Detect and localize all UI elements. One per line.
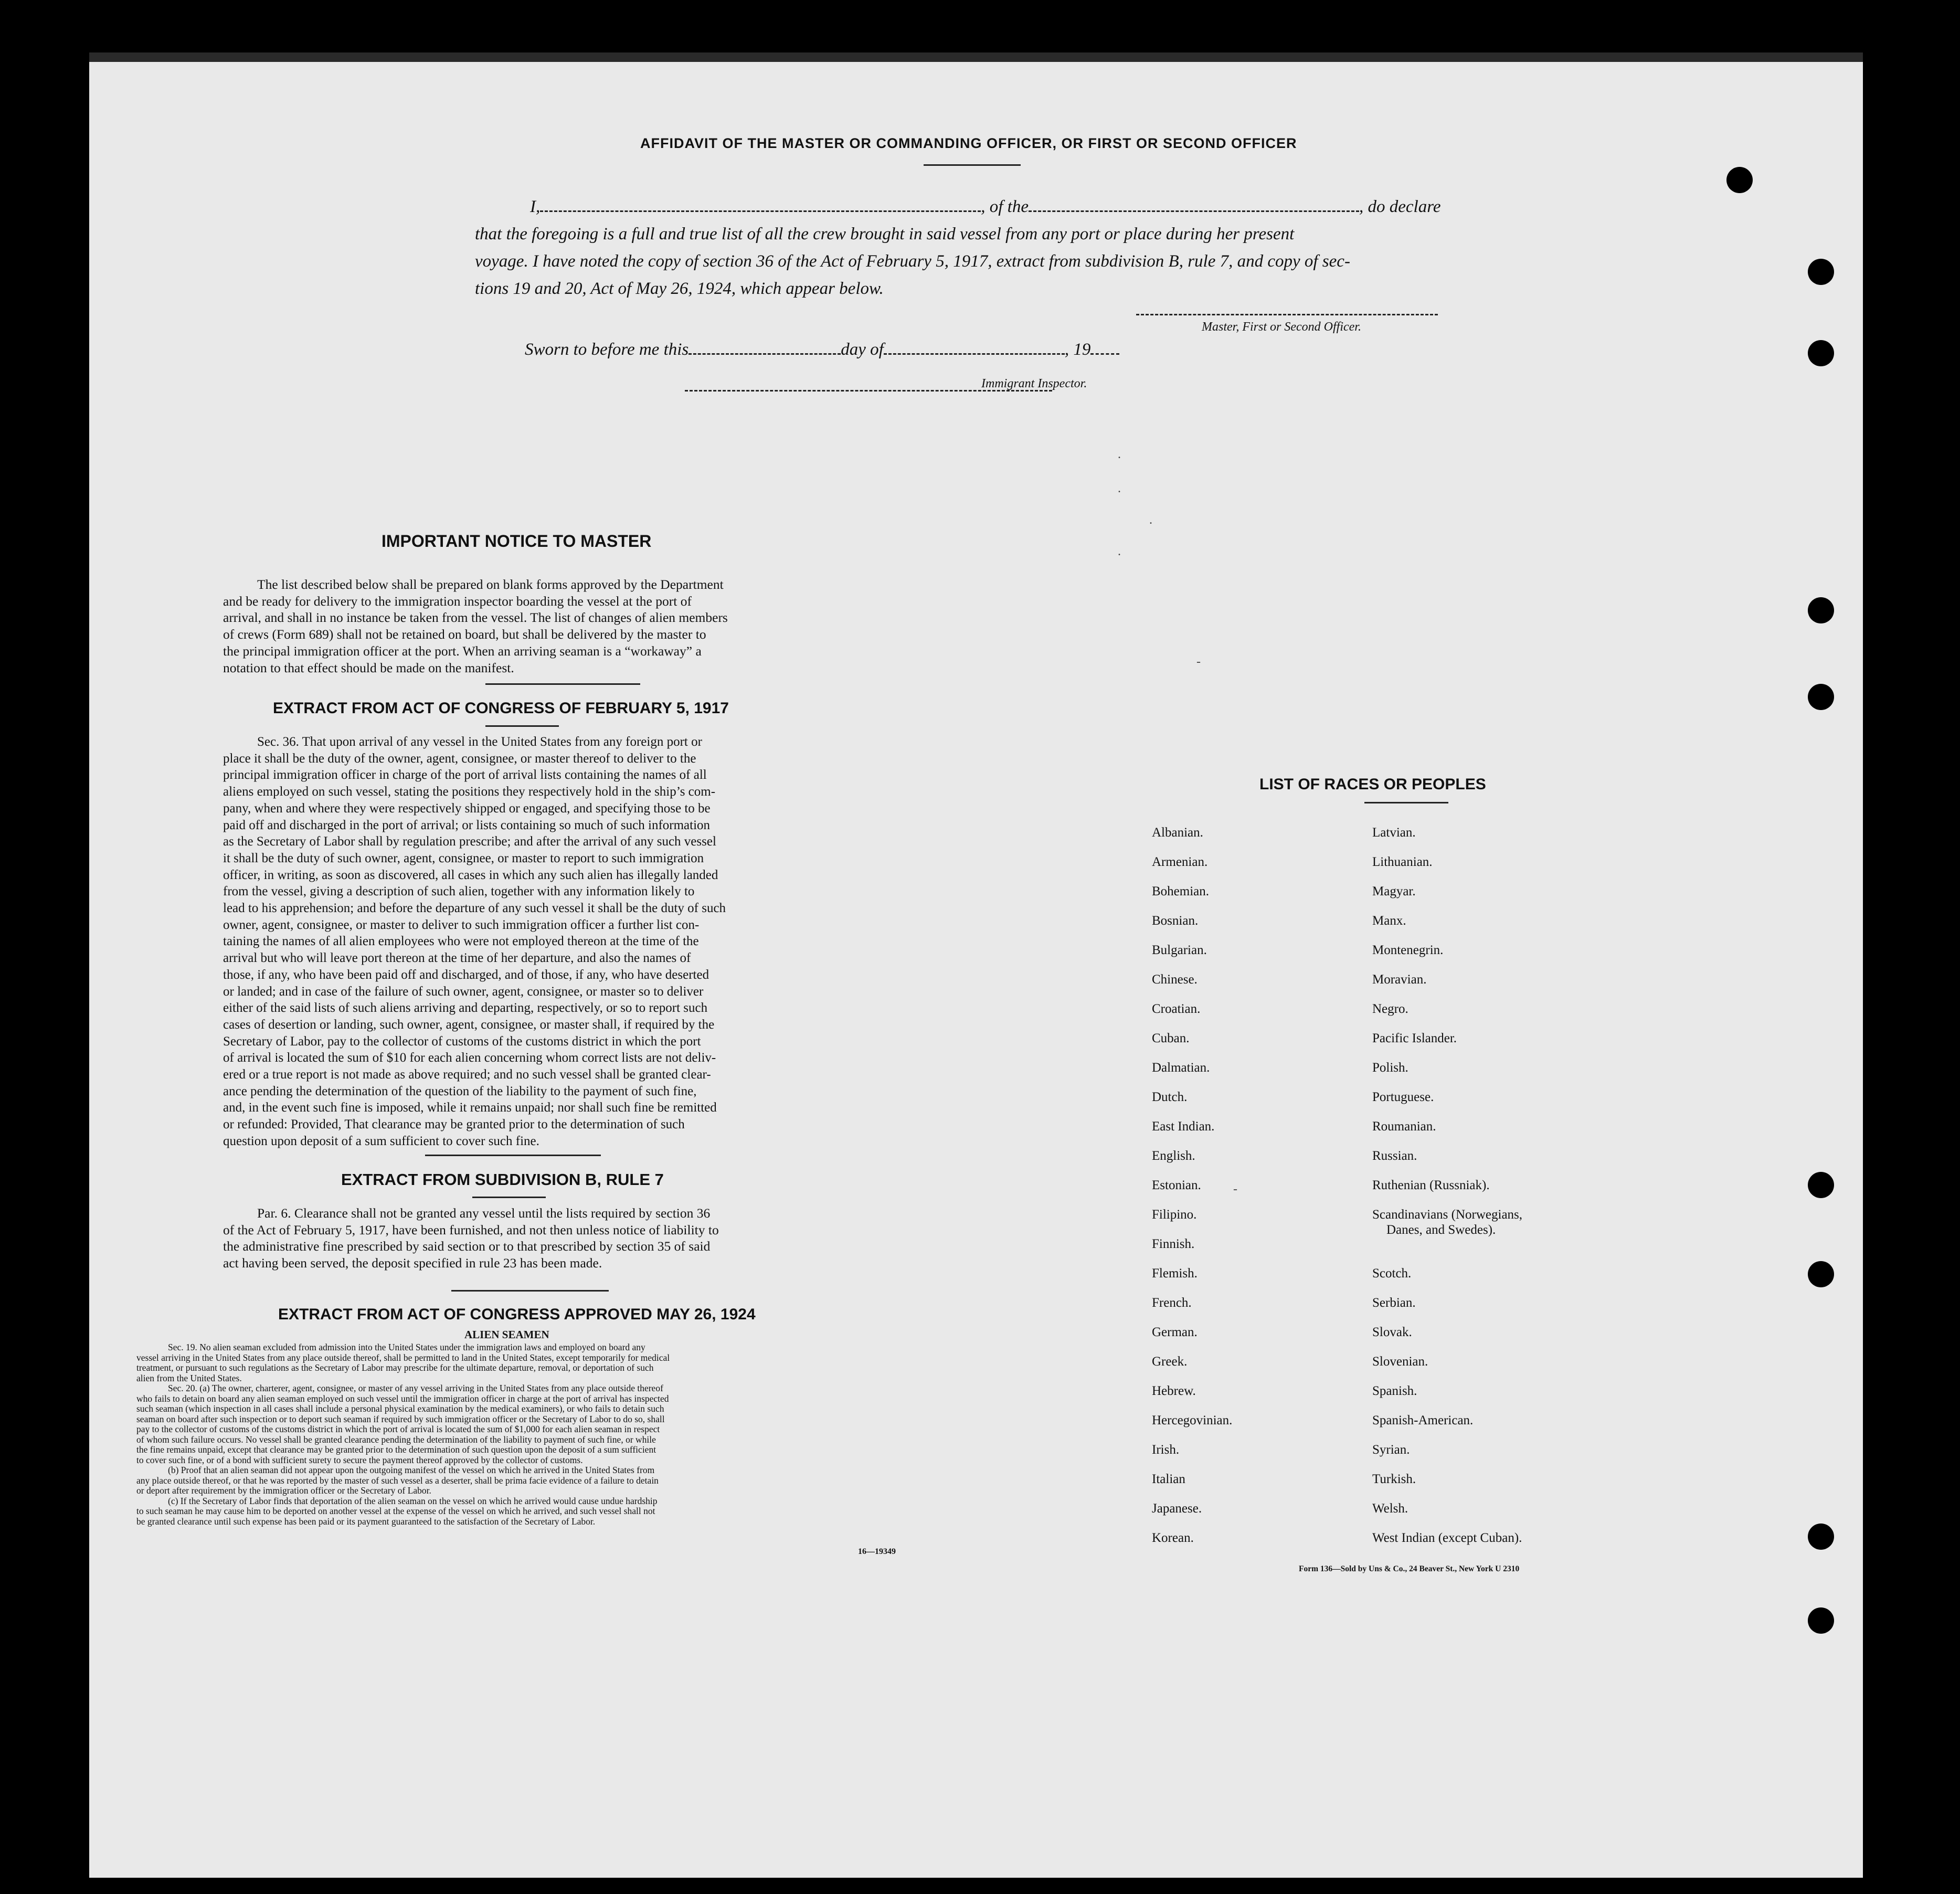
- act-1917-line: taining the names of all alien employees who were not employed thereon at the time of the: [223, 934, 699, 949]
- act-1917-line: arrival but who will leave port thereon at the time of her departure, and also the names of: [223, 951, 691, 966]
- act-1917-line: place it shall be the duty of the owner, agent, consignee, or master thereof to deliver to the: [223, 751, 696, 766]
- act-1924-line: who fails to detain on board any alien seaman employed on such vessel until the immigration officer in charge at the port of arrival has inspected: [136, 1393, 669, 1404]
- declaration-line-1: [530, 193, 1574, 220]
- race-item: Dutch.: [1152, 1090, 1188, 1104]
- form-code: 16—19349: [858, 1547, 896, 1556]
- act-1924-line: (c) If the Secretary of Labor finds that deportation of the alien seaman on the vessel on which he arrived would cause undue hardship: [168, 1495, 658, 1506]
- rule-7-line: the administrative fine prescribed by said section or to that prescribed by section 35 of said: [223, 1239, 711, 1254]
- name-blank[interactable]: [540, 210, 981, 212]
- act-1917-line: it shall be the duty of such owner, agent, consignee, or master to report to such immigration: [223, 851, 704, 865]
- act-1917-line: from the vessel, giving a description of such alien, together with any information likely to: [223, 884, 695, 899]
- master-signature-line[interactable]: [1136, 314, 1438, 315]
- races-title: LIST OF RACES OR PEOPLES: [1259, 776, 1486, 793]
- divider: [451, 1290, 609, 1292]
- document-sheet: [89, 52, 1863, 1878]
- alien-seamen-subtitle: ALIEN SEAMEN: [464, 1328, 549, 1341]
- race-item: Korean.: [1152, 1531, 1194, 1545]
- punch-hole: [1808, 1607, 1834, 1634]
- race-item: Montenegrin.: [1372, 943, 1444, 957]
- race-item: Russian.: [1372, 1149, 1417, 1163]
- act-1917-line: principal immigration officer in charge of the port of arrival lists containing the names of all: [223, 768, 707, 782]
- notice-line: arrival, and shall in no instance be taken from the vessel. The list of changes of alien members: [223, 610, 728, 626]
- race-item: Finnish.: [1152, 1237, 1195, 1251]
- divider: [425, 1155, 601, 1156]
- form-publisher-line: Form 136—Sold by Uns & Co., 24 Beaver St., New York U 2310: [1299, 1564, 1520, 1573]
- race-item: Magyar.: [1372, 884, 1416, 898]
- stray-mark: -: [1196, 655, 1201, 669]
- stray-mark: .: [1118, 482, 1121, 495]
- race-item: Italian: [1152, 1472, 1185, 1486]
- race-item: Turkish.: [1372, 1472, 1416, 1486]
- title-underline: [924, 164, 1021, 166]
- race-item: Polish.: [1372, 1061, 1408, 1075]
- declaration-of-the: , of the: [981, 197, 1029, 216]
- act-1924-line: be granted clearance until such expense has been paid or its payment guaranteed to the satisfaction of the Secretary of Labor.: [136, 1516, 596, 1527]
- race-item: Latvian.: [1372, 826, 1416, 840]
- punch-hole: [1808, 1261, 1834, 1287]
- race-item: Chinese.: [1152, 972, 1198, 987]
- notice-text: [223, 576, 913, 676]
- act-1917-line: question upon deposit of a sum sufficient to cover such fine.: [223, 1134, 539, 1148]
- inspector-signature-label: Immigrant Inspector.: [981, 377, 1087, 390]
- act-1924-line: pay to the collector of customs of the customs district in which the port of arrival is located the sum of $1,000 for each alien seaman in respect: [136, 1424, 660, 1434]
- act-1917-text: [223, 734, 913, 1150]
- race-item: Bosnian.: [1152, 914, 1199, 928]
- race-item: Hercegovinian.: [1152, 1413, 1233, 1427]
- race-item: Estonian.: [1152, 1178, 1201, 1192]
- sworn-year-blank[interactable]: [1090, 353, 1119, 355]
- act-1924-text: [136, 1342, 947, 1527]
- act-1924-line: seaman on board after such inspection or to deport such seaman if required by such immigration officer or the Secretary of Labor to do so, shall: [136, 1413, 665, 1424]
- master-signature-label: Master, First or Second Officer.: [1202, 320, 1361, 334]
- act-1917-line: ance pending the determination of the question of the liability to the payment of such fine,: [223, 1084, 697, 1098]
- act-1924-line: (b) Proof that an alien seaman did not appear upon the outgoing manifest of the vessel on which he arrived in the United States from: [168, 1465, 655, 1475]
- race-item: Manx.: [1372, 914, 1406, 928]
- act-1924-line: the fine remains unpaid, except that clearance may be granted prior to the determination of such question upon the deposit of a sum sufficient: [136, 1444, 656, 1455]
- race-item: Lithuanian.: [1372, 855, 1433, 869]
- act-1917-line: of arrival is located the sum of $10 for each alien concerning whom correct lists are not deliv-: [223, 1051, 716, 1065]
- rule-7-line: of the Act of February 5, 1917, have been furnished, and not then unless notice of liability to: [223, 1222, 719, 1237]
- race-item: Syrian.: [1372, 1443, 1410, 1457]
- act-1924-line: vessel arriving in the United States from any place outside thereof, shall be permitted to land in the United States, except temporarily for medical: [136, 1352, 670, 1363]
- divider: [485, 683, 640, 685]
- divider: [485, 725, 559, 727]
- act-1917-line: Secretary of Labor, pay to the collector of customs of the customs district in which the port: [223, 1034, 701, 1049]
- act-1924-line: alien from the United States.: [136, 1372, 242, 1383]
- race-item: Danes, and Swedes).: [1386, 1223, 1496, 1237]
- race-item: Scotch.: [1372, 1266, 1412, 1281]
- race-item: Spanish.: [1372, 1384, 1417, 1398]
- divider: [472, 1197, 546, 1198]
- act-1917-line: either of the said lists of such aliens arriving and departing, respectively, or so to report such: [223, 1001, 708, 1015]
- act-1924-line: any place outside thereof, or that he was reported by the master of such vessel as a deserter, shall be prima facie evidence of a failure to detain: [136, 1475, 659, 1486]
- race-item: Pacific Islander.: [1372, 1031, 1457, 1045]
- race-item: Slovenian.: [1372, 1355, 1428, 1369]
- race-item: Irish.: [1152, 1443, 1180, 1457]
- race-item: Scandinavians (Norwegians,: [1372, 1208, 1523, 1222]
- notice-line: The list described below shall be prepared on blank forms approved by the Department: [257, 577, 724, 592]
- vessel-blank[interactable]: [1029, 210, 1359, 212]
- notice-line: notation to that effect should be made on the manifest.: [223, 660, 514, 675]
- act-1917-line: paid off and discharged in the port of arrival; or lists containing so much of such information: [223, 818, 711, 832]
- act-1924-line: or deport after requirement by the immigration officer or the Secretary of Labor.: [136, 1485, 431, 1496]
- stray-mark: .: [1149, 513, 1152, 527]
- act-1924-line: to cover such fine, or of a bond with sufficient surety to secure the payment thereof approved by the collector of customs.: [136, 1454, 583, 1465]
- punch-hole: [1808, 684, 1834, 710]
- act-1917-line: or landed; and in case of the failure of such owner, agent, consignee, or master so to deliver: [223, 984, 704, 999]
- act-1924-line: of whom such failure occurs. No vessel shall be granted clearance pending the determination of the liability to payment of such fine, or while: [136, 1434, 656, 1445]
- race-item: Bulgarian.: [1152, 943, 1207, 957]
- notice-line: and be ready for delivery to the immigration inspector boarding the vessel at the port of: [223, 593, 692, 609]
- sworn-year: , 19: [1064, 340, 1091, 359]
- race-item: Negro.: [1372, 1002, 1408, 1016]
- act-1917-line: pany, when and where they were respectively shipped or engaged, and specifying those to be: [223, 801, 711, 816]
- act-1924-title: EXTRACT FROM ACT OF CONGRESS APPROVED MAY 26, 1924: [278, 1306, 756, 1323]
- declaration-line-3: voyage. I have noted the copy of section 36 of the Act of February 5, 1917, extract from subdivision B, rule 7, and copy of sec-: [475, 252, 1350, 271]
- notice-line: the principal immigration officer at the port. When an arriving seaman is a “workaway” a: [223, 643, 702, 659]
- race-item: Roumanian.: [1372, 1119, 1436, 1134]
- affidavit-title: AFFIDAVIT OF THE MASTER OR COMMANDING OFFICER, OR FIRST OR SECOND OFFICER: [640, 135, 1297, 151]
- race-item: West Indian (except Cuban).: [1372, 1531, 1522, 1545]
- race-item: Greek.: [1152, 1355, 1188, 1369]
- race-item: Croatian.: [1152, 1002, 1201, 1016]
- act-1917-line: as the Secretary of Labor shall by regulation prescribe; and after the arrival of any such vessel: [223, 834, 716, 849]
- race-item: Dalmatian.: [1152, 1061, 1210, 1075]
- declaration-declare: , do declare: [1359, 197, 1441, 216]
- act-1917-line: aliens employed on such vessel, stating the positions they respectively hold in the ship’s com-: [223, 785, 716, 799]
- act-1917-title: EXTRACT FROM ACT OF CONGRESS OF FEBRUARY 5, 1917: [273, 700, 729, 717]
- race-item: English.: [1152, 1149, 1195, 1163]
- race-item: Moravian.: [1372, 972, 1427, 987]
- act-1917-line: ered or a true report is not made as above required; and no such vessel shall be granted clear-: [223, 1067, 711, 1082]
- notice-line: of crews (Form 689) shall not be retained on board, but shall be delivered by the master to: [223, 627, 706, 642]
- race-item: Filipino.: [1152, 1208, 1197, 1222]
- rule-7-line: Par. 6. Clearance shall not be granted any vessel until the lists required by section 36: [257, 1205, 711, 1221]
- punch-hole: [1808, 1172, 1834, 1198]
- act-1917-line: Sec. 36. That upon arrival of any vessel in the United States from any foreign port or: [257, 735, 702, 749]
- race-item: East Indian.: [1152, 1119, 1215, 1134]
- act-1924-line: to such seaman he may cause him to be deported on another vessel at the expense of the vessel on which he arrived, and such vessel shall not: [136, 1506, 655, 1516]
- race-item: Portuguese.: [1372, 1090, 1434, 1104]
- race-item: Slovak.: [1372, 1325, 1412, 1339]
- act-1917-line: lead to his apprehension; and before the departure of any such vessel it shall be the duty of such: [223, 901, 726, 916]
- race-item: Serbian.: [1372, 1296, 1416, 1310]
- sworn-month-blank[interactable]: [884, 353, 1065, 355]
- race-item: Japanese.: [1152, 1501, 1202, 1516]
- act-1917-line: those, if any, who have been paid off and discharged, and of those, if any, who have deserted: [223, 967, 709, 982]
- act-1917-line: officer, in writing, as soon as discovered, all cases in which any such alien has illegally landed: [223, 867, 718, 882]
- race-item: Albanian.: [1152, 826, 1203, 840]
- act-1917-line: and, in the event such fine is imposed, while it remains unpaid; nor shall such fine be remitted: [223, 1101, 717, 1115]
- sworn-line: [525, 336, 1119, 363]
- race-item: Cuban.: [1152, 1031, 1190, 1045]
- rule-7-text: [223, 1205, 913, 1272]
- act-1924-line: Sec. 20. (a) The owner, charterer, agent, consignee, or master of any vessel arriving in the United States from any place outside thereof: [168, 1383, 663, 1393]
- act-1924-line: Sec. 19. No alien seaman excluded from admission into the United States under the immigration laws and employed on board any: [168, 1342, 645, 1352]
- punch-hole: [1808, 597, 1834, 623]
- divider: [1364, 802, 1448, 803]
- notice-title: IMPORTANT NOTICE TO MASTER: [382, 532, 652, 551]
- declaration-i: I,: [530, 197, 541, 216]
- race-item: Hebrew.: [1152, 1384, 1196, 1398]
- race-item: French.: [1152, 1296, 1192, 1310]
- act-1917-line: owner, agent, consignee, or master to deliver to such immigration officer a further list con-: [223, 917, 700, 932]
- rule-7-title: EXTRACT FROM SUBDIVISION B, RULE 7: [341, 1170, 664, 1189]
- race-item: Bohemian.: [1152, 884, 1210, 898]
- act-1917-line: or refunded: Provided, That clearance may be granted prior to the determination of such: [223, 1117, 685, 1132]
- act-1917-line: cases of desertion or landing, such owner, agent, consignee, or master shall, if required by the: [223, 1017, 715, 1032]
- punch-hole: [1726, 167, 1753, 193]
- race-item: Spanish-American.: [1372, 1413, 1474, 1427]
- stray-mark: .: [1118, 448, 1121, 461]
- sworn-prefix: Sworn to before me this: [525, 340, 689, 359]
- sworn-day-of: day of: [841, 340, 884, 359]
- rule-7-line: act having been served, the deposit specified in rule 23 has been made.: [223, 1255, 602, 1271]
- punch-hole: [1808, 1523, 1834, 1550]
- act-1924-line: treatment, or pursuant to such regulations as the Secretary of Labor may prescribe for the ultimate departure, removal, or deportation of such: [136, 1362, 654, 1373]
- race-item: Flemish.: [1152, 1266, 1198, 1281]
- stray-mark: -: [1233, 1182, 1237, 1196]
- sworn-day-blank[interactable]: [688, 353, 841, 355]
- race-item: German.: [1152, 1325, 1198, 1339]
- stray-mark: .: [1118, 545, 1121, 558]
- declaration-line-4: tions 19 and 20, Act of May 26, 1924, which appear below.: [475, 279, 884, 298]
- act-1924-line: such seaman (which inspection in all cases shall include a personal physical examination by the medical examiners), or who fails to detain such: [136, 1403, 664, 1414]
- punch-hole: [1808, 259, 1834, 285]
- declaration-line-2: that the foregoing is a full and true list of all the crew brought in said vessel from any port or place during her present: [475, 225, 1295, 244]
- punch-hole: [1808, 340, 1834, 366]
- race-item: Armenian.: [1152, 855, 1208, 869]
- race-item: Ruthenian (Russniak).: [1372, 1178, 1490, 1192]
- race-item: Welsh.: [1372, 1501, 1408, 1516]
